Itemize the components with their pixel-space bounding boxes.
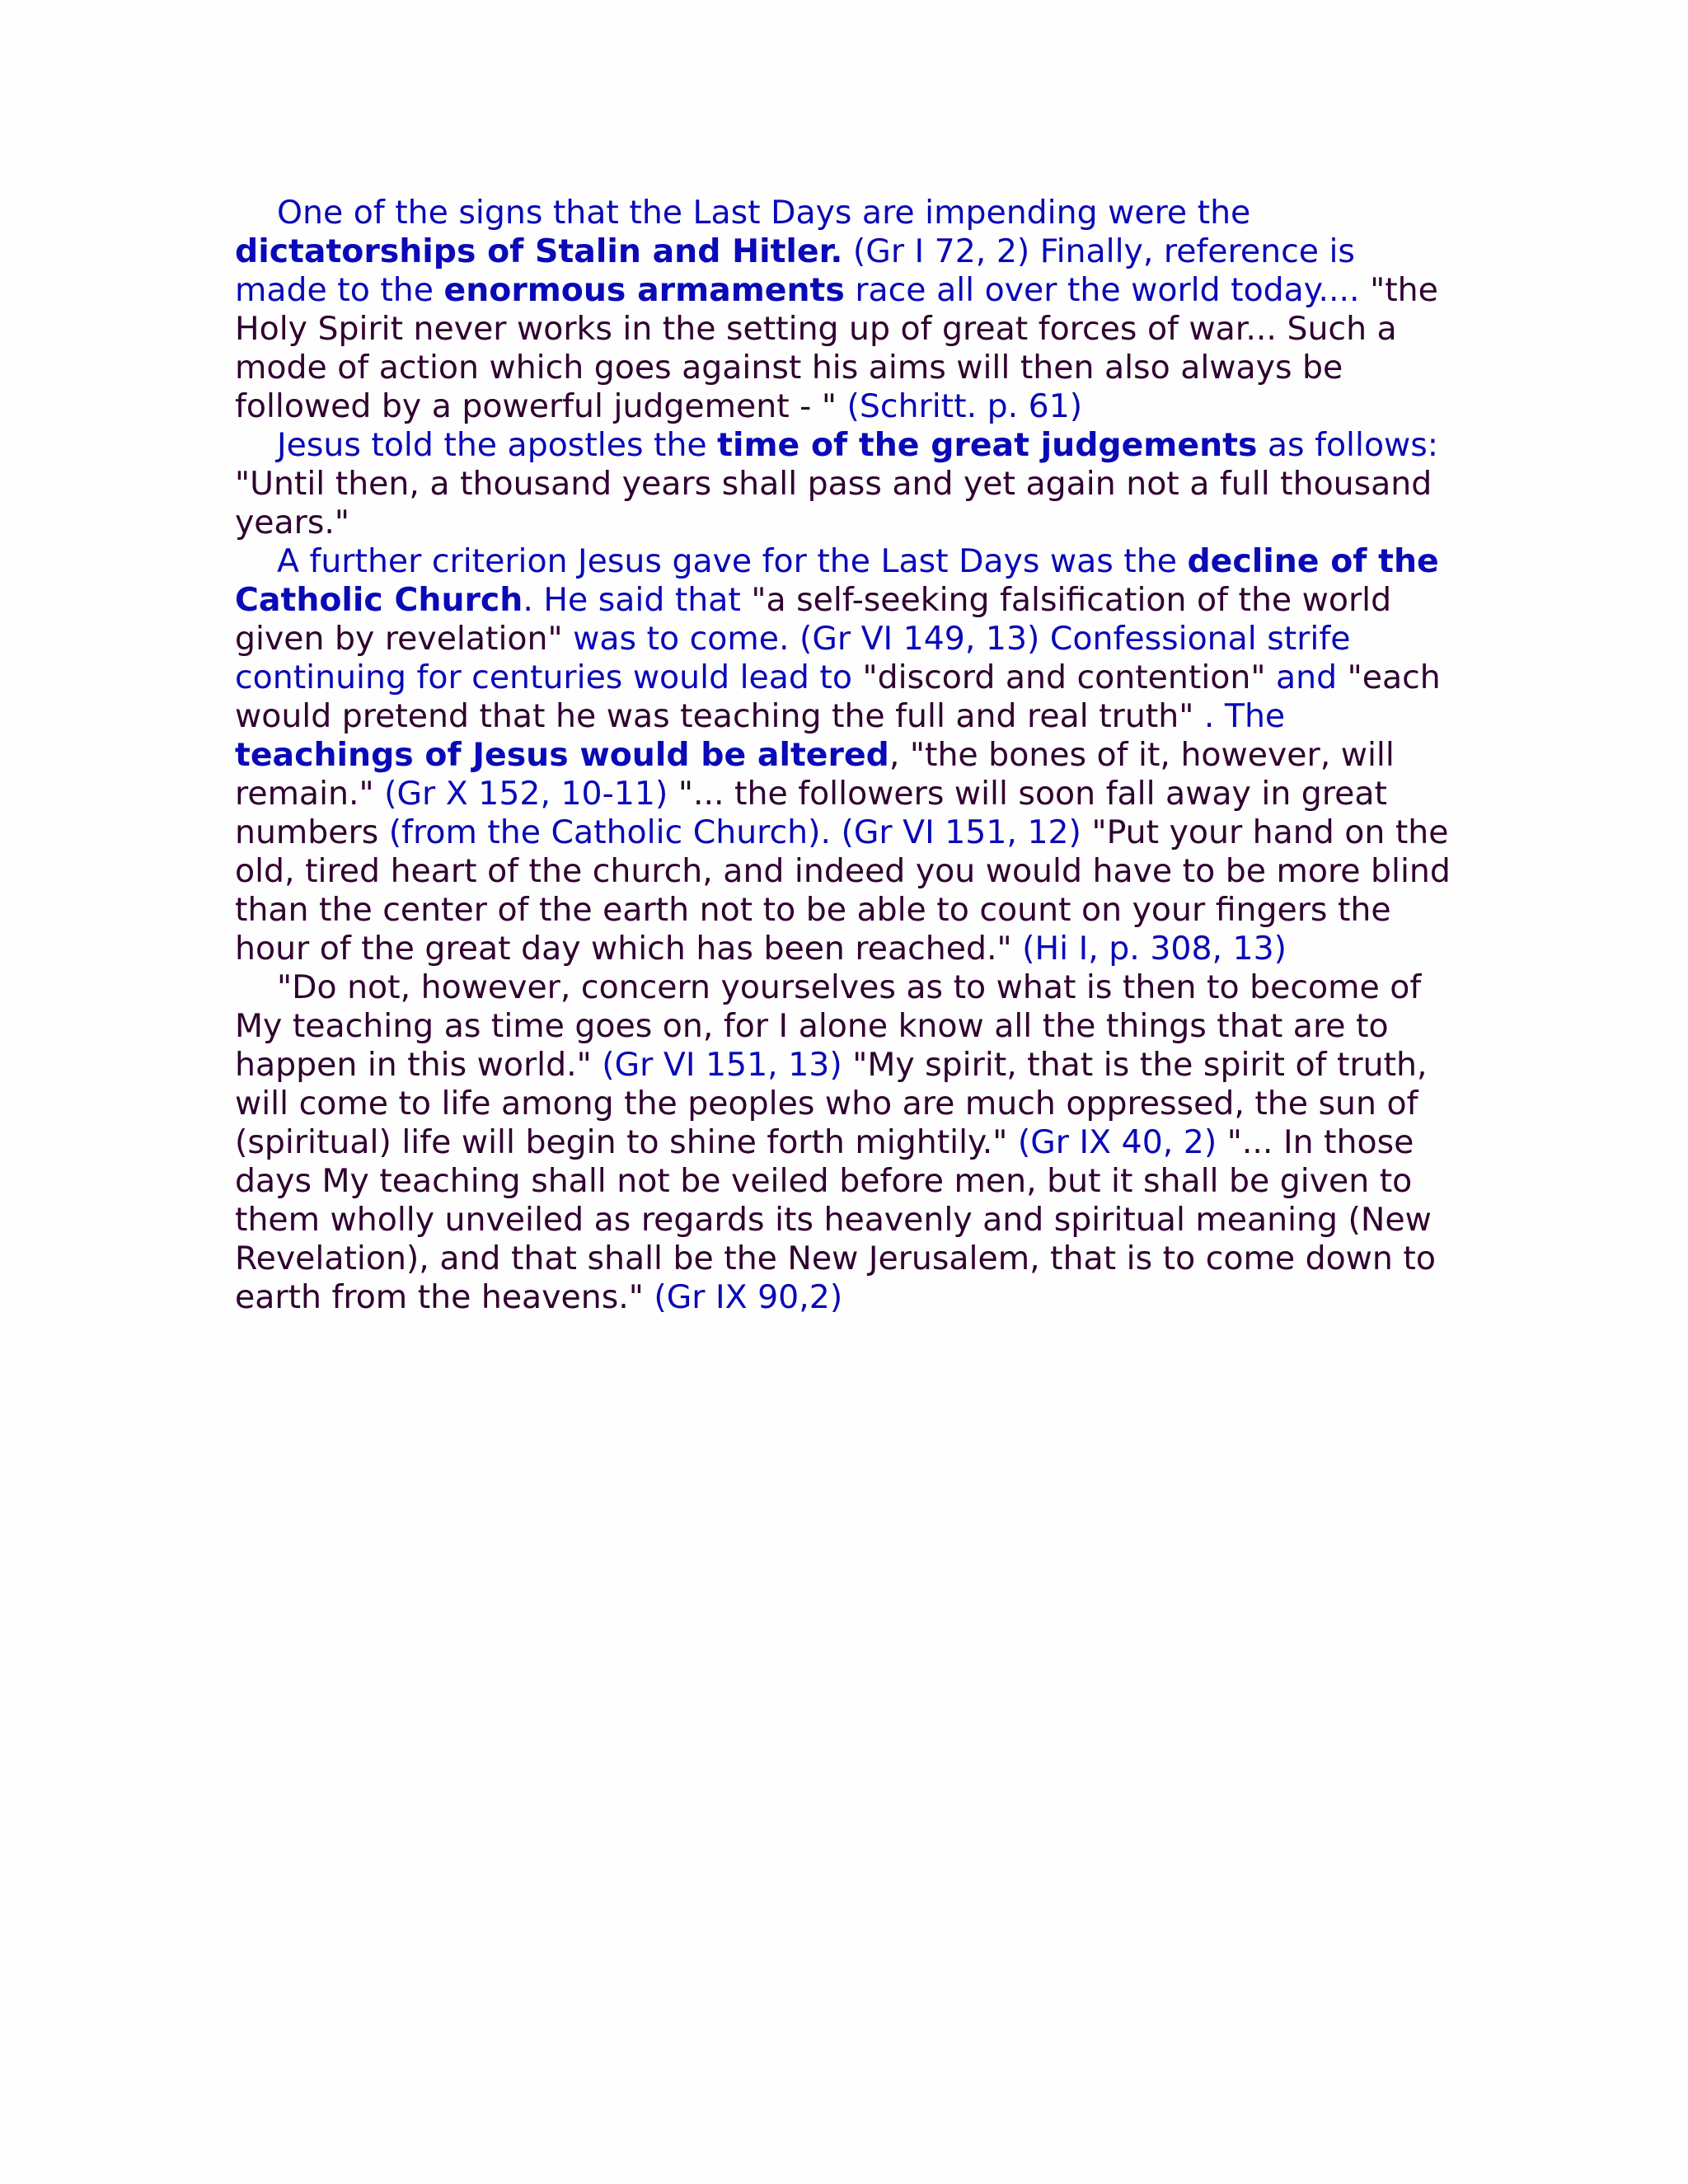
text-segment: as follows: xyxy=(1257,426,1439,464)
paragraph-catholic-decline xyxy=(235,542,1455,968)
paragraph-great-judgements xyxy=(235,426,1455,542)
text-segment: One of the signs that the Last Days are impending were the xyxy=(277,194,1251,232)
citation: (from the Catholic Church). (Gr VI 151, 12) xyxy=(388,813,1081,851)
citation: (Gr VI 151, 13) xyxy=(602,1046,842,1084)
quote-segment: "Do not, however, concern yourselves as to what is then to become of My teaching as time goes on, for I alone know all the things that are to happen in this world." xyxy=(235,968,1422,1084)
text-segment: (Gr I 72, 2) Finally, reference is made to the xyxy=(235,232,1355,309)
quote-segment: "discord and contention" xyxy=(862,658,1266,696)
quote-segment: "Until then, a thousand years shall pass and yet again not a full thousand years." xyxy=(235,465,1432,541)
quote-segment: "My spirit, that is the spirit of truth, will come to life among the peoples who are much oppressed, the sun of (spiritual) life will begin to shine forth mightily." xyxy=(235,1046,1428,1161)
text-segment: was to come. (Gr VI 149, 13) Confessional strife continuing for centuries would lead to xyxy=(235,620,1351,696)
text-segment: race all over the world today.... xyxy=(844,271,1371,309)
text-segment-emphasis: time of the great judgements xyxy=(717,426,1258,464)
quote-segment: , "the bones of it, however, will remain." xyxy=(235,736,1395,813)
text-segment-emphasis: enormous armaments xyxy=(443,271,845,309)
text-segment-emphasis: decline of the Catholic Church xyxy=(235,542,1439,619)
quote-segment: "Put your hand on the old, tired heart of the church, and indeed you would have to be more blind than the center of the earth not to be able to count on your fingers the hour of the great day which has been reached." xyxy=(235,813,1451,968)
paragraph-new-revelation xyxy=(235,968,1455,1317)
text-segment-emphasis: dictatorships of Stalin and Hitler. xyxy=(235,232,843,270)
text-segment: . He said that xyxy=(523,581,752,619)
paragraph-last-days-signs xyxy=(235,194,1455,426)
citation: (Hi I, p. 308, 13) xyxy=(1022,930,1287,968)
text-segment: Jesus told the apostles the xyxy=(277,426,718,464)
quote-segment: "... In those days My teaching shall not be veiled before men, but it shall be given to them wholly unveiled as regards its heavenly and spiritual meaning (New Revelation), and that shall be the New Jerusalem, that is to come down to earth from the heavens." xyxy=(235,1123,1436,1316)
quote-segment: "... the followers will soon fall away in great numbers xyxy=(235,775,1387,851)
quote-segment: "a self-seeking falsification of the world given by revelation" xyxy=(235,581,1392,658)
text-segment: A further criterion Jesus gave for the Last Days was the xyxy=(277,542,1188,580)
citation: (Schritt. p. 61) xyxy=(846,387,1083,425)
citation: (Gr IX 40, 2) xyxy=(1017,1123,1217,1161)
quote-segment: "the Holy Spirit never works in the setting up of great forces of war... Such a mode of action which goes against his aims will then also always be followed by a powerful judgement - " xyxy=(235,271,1438,425)
citation: (Gr X 152, 10-11) xyxy=(384,775,668,813)
document-body xyxy=(235,194,1455,1317)
text-segment: and xyxy=(1265,658,1348,696)
text-segment: . The xyxy=(1193,697,1286,735)
quote-segment: "each would pretend that he was teaching the full and real truth" xyxy=(235,658,1441,735)
citation: (Gr IX 90,2) xyxy=(654,1278,843,1316)
text-segment-emphasis: teachings of Jesus would be altered xyxy=(235,736,889,774)
